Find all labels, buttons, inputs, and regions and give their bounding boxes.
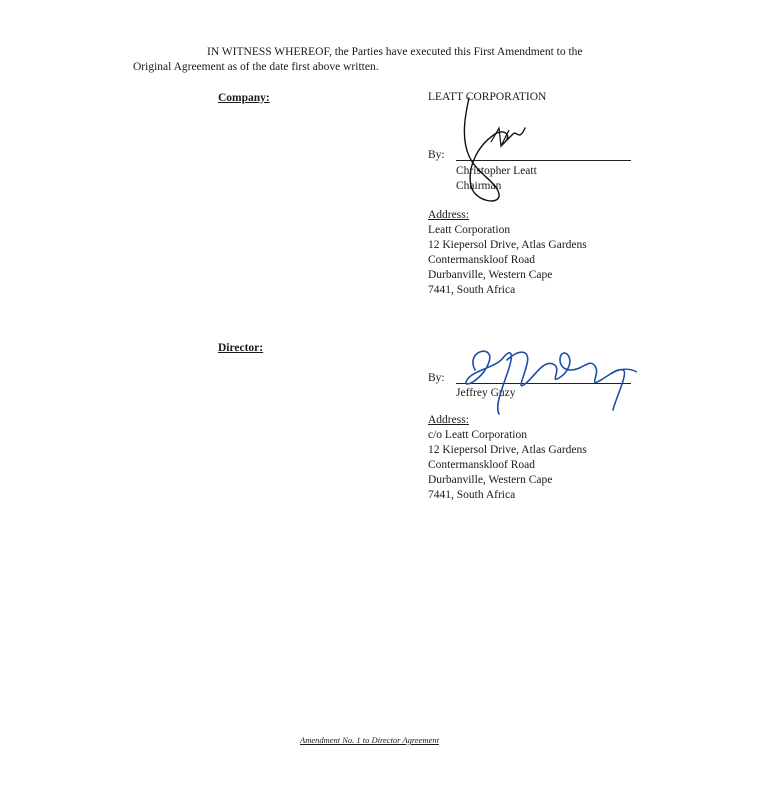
company-signature-graphic xyxy=(455,98,535,208)
director-address-label: Address: xyxy=(428,414,469,426)
director-address-line: 12 Kiepersol Drive, Atlas Gardens xyxy=(428,444,587,456)
director-address-line: c/o Leatt Corporation xyxy=(428,429,527,441)
company-heading: Company: xyxy=(218,92,270,104)
director-signature-graphic xyxy=(455,340,645,420)
company-address-line: Contermanskloof Road xyxy=(428,254,535,266)
company-entity: LEATT CORPORATION xyxy=(428,91,547,103)
company-address-line: 12 Kiepersol Drive, Atlas Gardens xyxy=(428,239,587,251)
intro-line-1: IN WITNESS WHEREOF, the Parties have executed this First Amendment to the xyxy=(207,46,583,58)
director-address-line: Durbanville, Western Cape xyxy=(428,474,553,486)
director-address-line: Contermanskloof Road xyxy=(428,459,535,471)
director-address-line: 7441, South Africa xyxy=(428,489,516,501)
director-signer-name: Jeffrey Guzy xyxy=(456,387,516,399)
page-footer: Amendment No. 1 to Director Agreement xyxy=(300,735,439,745)
intro-line-2: Original Agreement as of the date first above written. xyxy=(133,61,379,73)
company-by-label: By: xyxy=(428,149,445,161)
company-address-line: Durbanville, Western Cape xyxy=(428,269,553,281)
director-heading: Director: xyxy=(218,342,264,354)
company-signer-title: Chairman xyxy=(456,180,502,192)
company-address-line: 7441, South Africa xyxy=(428,284,516,296)
company-signer-name: Christopher Leatt xyxy=(456,165,537,177)
director-by-label: By: xyxy=(428,372,445,384)
company-address-line: Leatt Corporation xyxy=(428,224,511,236)
company-address-label: Address: xyxy=(428,209,469,221)
